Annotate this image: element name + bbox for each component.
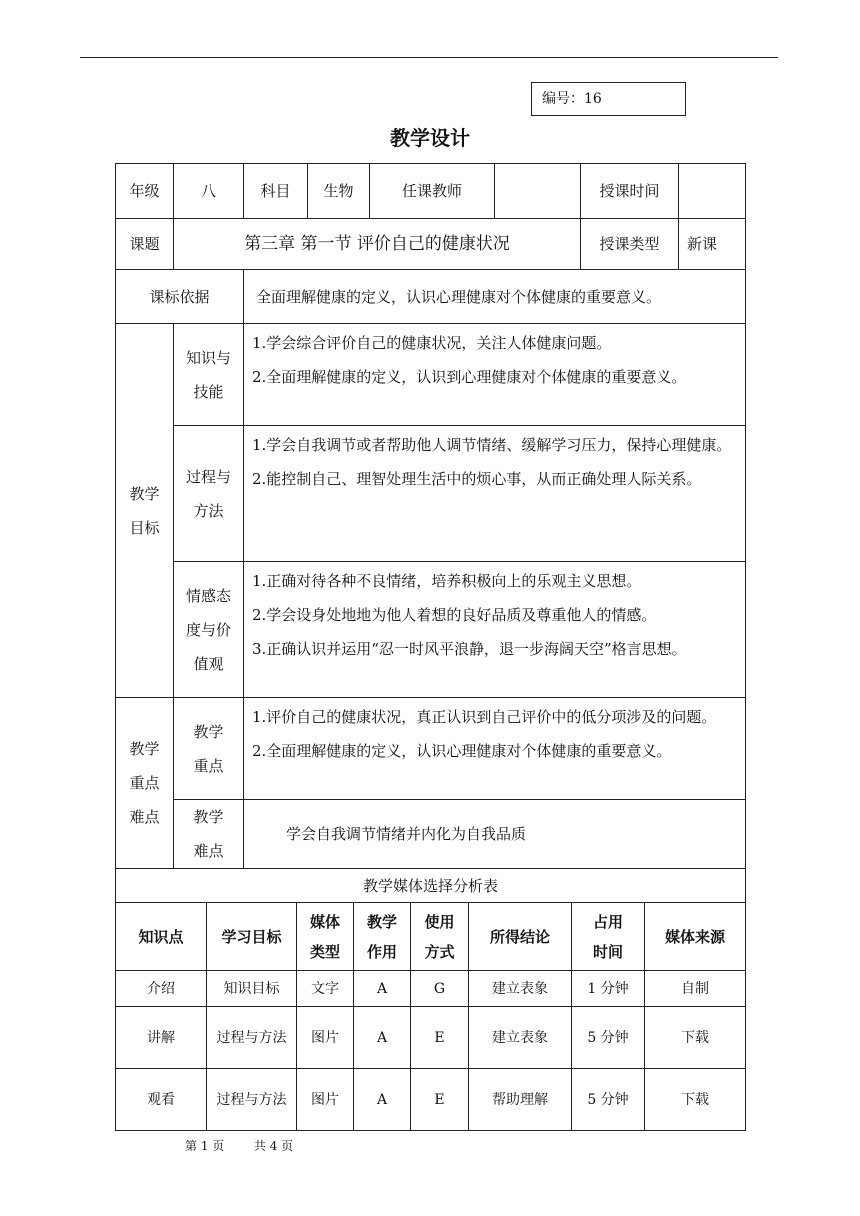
table-cell: 帮助理解 [469, 1069, 572, 1131]
list-item: 3.正确认识并运用“忍一时风平浪静，退一步海阔天空”格言思想。 [252, 640, 687, 658]
header-cell: 占用时间 [572, 903, 645, 971]
header-cell: 媒体类型 [297, 903, 354, 971]
class-type-label: 授课类型 [581, 219, 679, 270]
difficulty-text: 学会自我调节情绪并内化为自我品质 [244, 800, 746, 869]
table-row [116, 1069, 746, 1131]
document-title: 教学设计 [390, 126, 470, 150]
media-table-title: 教学媒体选择分析表 [116, 869, 746, 903]
table-cell: 图片 [297, 1007, 354, 1069]
lesson-plan-table [115, 163, 745, 1131]
header-cell: 知识点 [116, 903, 207, 971]
list-item: 1.学会综合评价自己的健康状况，关注人体健康问题。 [252, 334, 612, 352]
table-cell: 讲解 [116, 1007, 207, 1069]
header-cell: 使用方式 [411, 903, 469, 971]
table-cell: 观看 [116, 1069, 207, 1131]
standard-label: 课标依据 [116, 270, 244, 324]
list-item: 1.学会自我调节或者帮助他人调节情绪、缓解学习压力，保持心理健康。 [252, 436, 732, 454]
table-cell: A [354, 971, 411, 1007]
page-number: 第 1 页 [185, 1139, 225, 1153]
table-cell: 5 分钟 [572, 1007, 645, 1069]
objectives-label: 教学目标 [116, 324, 174, 698]
process-items [244, 426, 746, 562]
table-cell: 自制 [645, 971, 746, 1007]
header-rule [80, 57, 778, 58]
teacher-label: 任课教师 [370, 164, 495, 219]
table-cell: 知识目标 [207, 971, 297, 1007]
subject-label: 科目 [244, 164, 308, 219]
grade-label: 年级 [116, 164, 174, 219]
emotion-label: 情感态度与价值观 [174, 562, 244, 698]
table-cell: A [354, 1007, 411, 1069]
process-label: 过程与方法 [174, 426, 244, 562]
page-footer [185, 1138, 293, 1154]
table-cell: 下载 [645, 1007, 746, 1069]
knowledge-label: 知识与技能 [174, 324, 244, 426]
serial-number: 编号：16 [531, 82, 686, 116]
table-cell: G [411, 971, 469, 1007]
table-cell: 图片 [297, 1069, 354, 1131]
standard-text: 全面理解健康的定义，认识心理健康对个体健康的重要意义。 [244, 270, 746, 324]
header-cell: 所得结论 [469, 903, 572, 971]
table-cell: A [354, 1069, 411, 1131]
subject-value: 生物 [308, 164, 370, 219]
table-cell: 文字 [297, 971, 354, 1007]
list-item: 1.评价自己的健康状况，真正认识到自己评价中的低分项涉及的问题。 [252, 708, 717, 726]
table-cell: E [411, 1007, 469, 1069]
class-time-label: 授课时间 [581, 164, 679, 219]
table-cell: 建立表象 [469, 1007, 572, 1069]
grade-value: 八 [174, 164, 244, 219]
list-item: 2.能控制自己、理智处理生活中的烦心事，从而正确处理人际关系。 [252, 470, 702, 488]
knowledge-items [244, 324, 746, 426]
teacher-value [495, 164, 581, 219]
keypoints-label: 教学重点难点 [116, 698, 174, 869]
header-cell: 媒体来源 [645, 903, 746, 971]
class-time-value [679, 164, 746, 219]
table-cell: 1 分钟 [572, 971, 645, 1007]
header-cell: 教学作用 [354, 903, 411, 971]
emotion-items [244, 562, 746, 698]
table-cell: 介绍 [116, 971, 207, 1007]
table-row [116, 971, 746, 1007]
page-total: 共 4 页 [253, 1139, 294, 1153]
table-cell: E [411, 1069, 469, 1131]
focus-items [244, 698, 746, 800]
list-item: 2.全面理解健康的定义，认识到心理健康对个体健康的重要意义。 [252, 368, 687, 386]
table-cell: 过程与方法 [207, 1007, 297, 1069]
list-item: 2.全面理解健康的定义，认识心理健康对个体健康的重要意义。 [252, 742, 672, 760]
table-cell: 建立表象 [469, 971, 572, 1007]
topic-label: 课题 [116, 219, 174, 270]
difficulty-label: 教学难点 [174, 800, 244, 869]
table-cell: 过程与方法 [207, 1069, 297, 1131]
media-analysis-table [115, 868, 746, 1131]
class-type-value: 新课 [679, 219, 746, 270]
table-cell: 5 分钟 [572, 1069, 645, 1131]
header-cell: 学习目标 [207, 903, 297, 971]
table-cell: 下载 [645, 1069, 746, 1131]
list-item: 1.正确对待各种不良情绪，培养积极向上的乐观主义思想。 [252, 572, 642, 590]
table-row [116, 1007, 746, 1069]
focus-label: 教学重点 [174, 698, 244, 800]
list-item: 2.学会设身处地地为他人着想的良好品质及尊重他人的情感。 [252, 606, 657, 624]
topic-value: 第三章 第一节 评价自己的健康状况 [174, 219, 581, 270]
